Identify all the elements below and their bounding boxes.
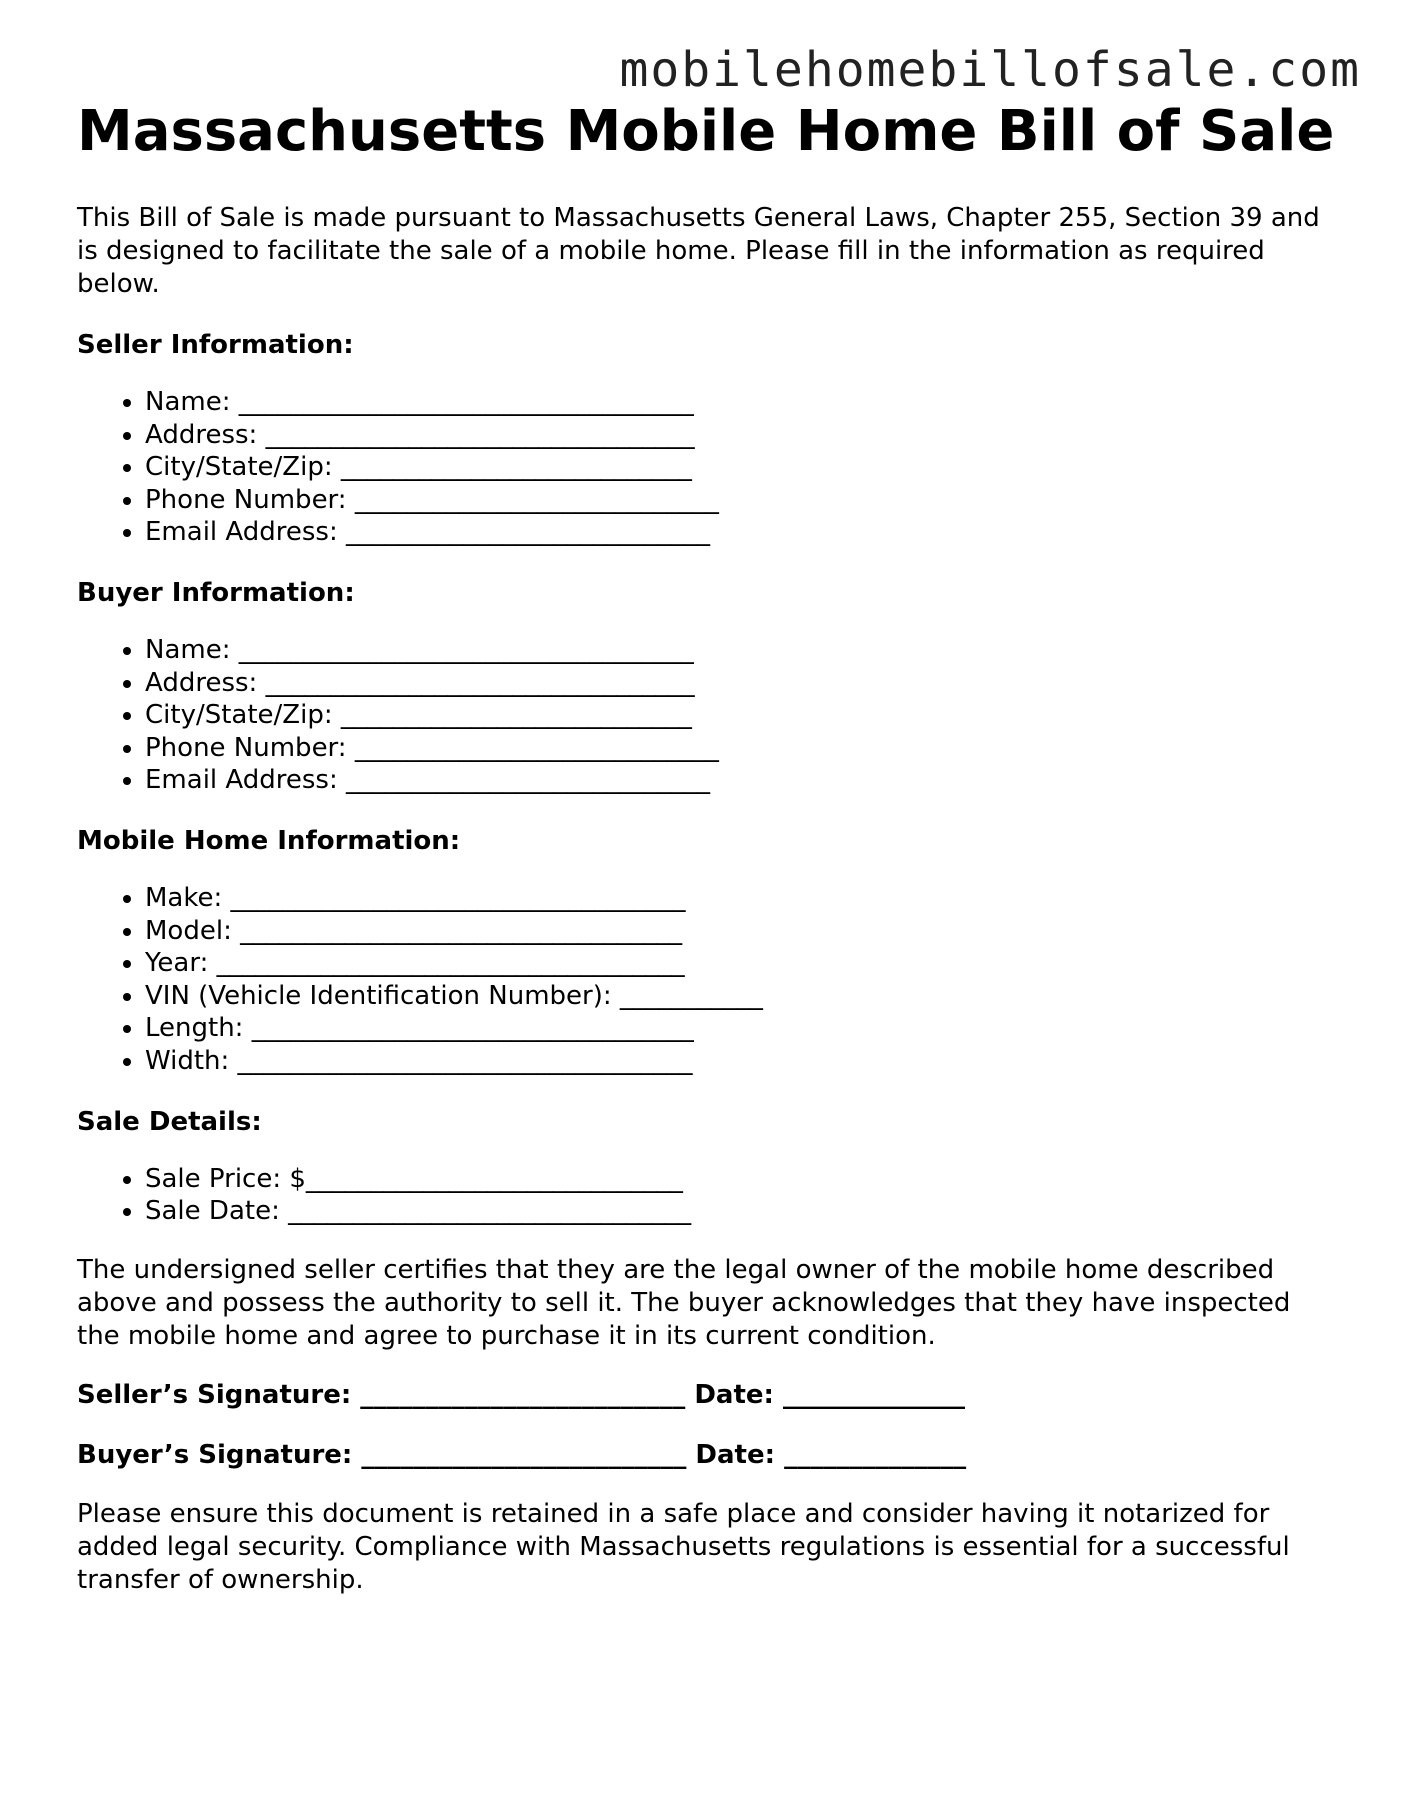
length-field: • Length: __________________________________ [145,1012,1337,1045]
mobile-home-field-list [77,882,1337,1078]
vin-field: • VIN (Vehicle Identification Number): ___________ [145,980,1337,1013]
make-field: • Make: ___________________________________ [145,882,1337,915]
year-field: • Year: ____________________________________ [145,947,1337,980]
mobile-home-section-heading: Mobile Home Information: [77,825,461,856]
sale-details-list [77,1163,1337,1228]
certification-paragraph: The undersigned seller certifies that they are the legal owner of the mobile home described above and possess the authority to sell it. The buyer acknowledges that they have inspected the mobile home and agree to purchase it in its current condition. [77,1254,1291,1351]
sale-details-heading: Sale Details: [77,1106,262,1137]
buyer-name-field: • Name: ___________________________________ [145,634,1337,667]
site-watermark: mobilehomebillofsale.com [619,42,1361,98]
document-body [77,98,1337,1597]
sale-price-field: • Sale Price: $_____________________________ [145,1163,1337,1196]
seller-email-field: • Email Address: ____________________________ [145,516,1337,549]
buyer-signature-line: Buyer’s Signature: _________________________ Date: ______________ [77,1439,967,1470]
seller-city-state-zip-field: • City/State/Zip: ___________________________ [145,451,1337,484]
closing-paragraph: Please ensure this document is retained in a safe place and consider having it notarized for added legal security. Compliance with Massachusetts regulations is essential for a successful transfer of ownership. [77,1498,1290,1595]
intro-paragraph: This Bill of Sale is made pursuant to Massachusetts General Laws, Chapter 255, Section 39 and is designed to facilitate the sale of a mobile home. Please fill in the information as required below. [77,203,1320,299]
seller-field-list [77,386,1337,549]
seller-signature-line: Seller’s Signature: _________________________ Date: ______________ [77,1379,965,1410]
sale-date-field: • Sale Date: _______________________________ [145,1195,1337,1228]
buyer-email-field: • Email Address: ____________________________ [145,764,1337,797]
buyer-address-field: • Address: _________________________________ [145,667,1337,700]
seller-name-field: • Name: ___________________________________ [145,386,1337,419]
model-field: • Model: __________________________________ [145,915,1337,948]
buyer-field-list [77,634,1337,797]
width-field: • Width: ___________________________________ [145,1045,1337,1078]
buyer-section-heading: Buyer Information: [77,577,355,608]
seller-phone-field: • Phone Number: ____________________________ [145,484,1337,517]
buyer-phone-field: • Phone Number: ____________________________ [145,732,1337,765]
seller-address-field: • Address: _________________________________ [145,419,1337,452]
document-title: Massachusetts Mobile Home Bill of Sale [77,99,1335,164]
buyer-city-state-zip-field: • City/State/Zip: ___________________________ [145,699,1337,732]
seller-section-heading: Seller Information: [77,330,354,360]
